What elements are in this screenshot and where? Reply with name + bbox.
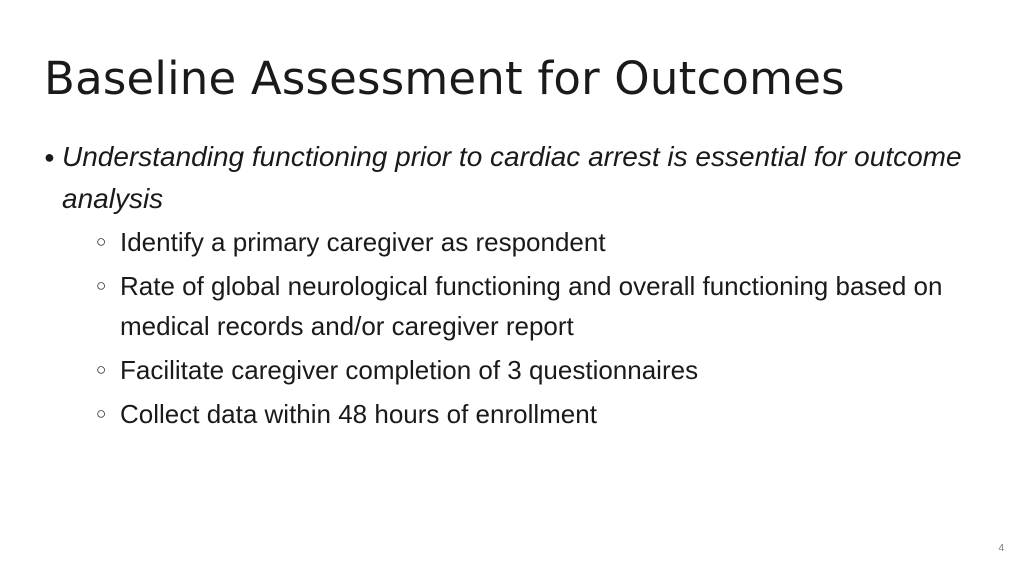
sub-bullet-item bbox=[62, 222, 964, 262]
sub-bullet-text: Rate of global neurological functioning and overall functioning based on medical records and/or caregiver report bbox=[120, 271, 943, 341]
sub-bullet-text: Identify a primary caregiver as respondent bbox=[120, 227, 606, 257]
hollow-circle-bullet-icon: ○ bbox=[96, 404, 107, 423]
bullet-list bbox=[44, 136, 964, 438]
hollow-circle-bullet-icon: ○ bbox=[96, 360, 107, 379]
hollow-circle-bullet-icon: ○ bbox=[96, 276, 107, 295]
bullet-item bbox=[44, 136, 964, 434]
sub-bullet-text: Facilitate caregiver completion of 3 questionnaires bbox=[120, 355, 699, 385]
sub-bullet-text: Collect data within 48 hours of enrollment bbox=[120, 399, 597, 429]
sub-bullet-list bbox=[62, 222, 964, 434]
sub-bullet-item bbox=[62, 266, 964, 346]
page-number: 4 bbox=[998, 543, 1004, 554]
slide-title: Baseline Assessment for Outcomes bbox=[44, 52, 845, 105]
bullet-text: Understanding functioning prior to cardiac arrest is essential for outcome analysis bbox=[62, 141, 962, 214]
hollow-circle-bullet-icon: ○ bbox=[96, 232, 107, 251]
sub-bullet-item bbox=[62, 350, 964, 390]
sub-bullet-item bbox=[62, 394, 964, 434]
filled-circle-bullet-icon: ● bbox=[44, 147, 55, 167]
